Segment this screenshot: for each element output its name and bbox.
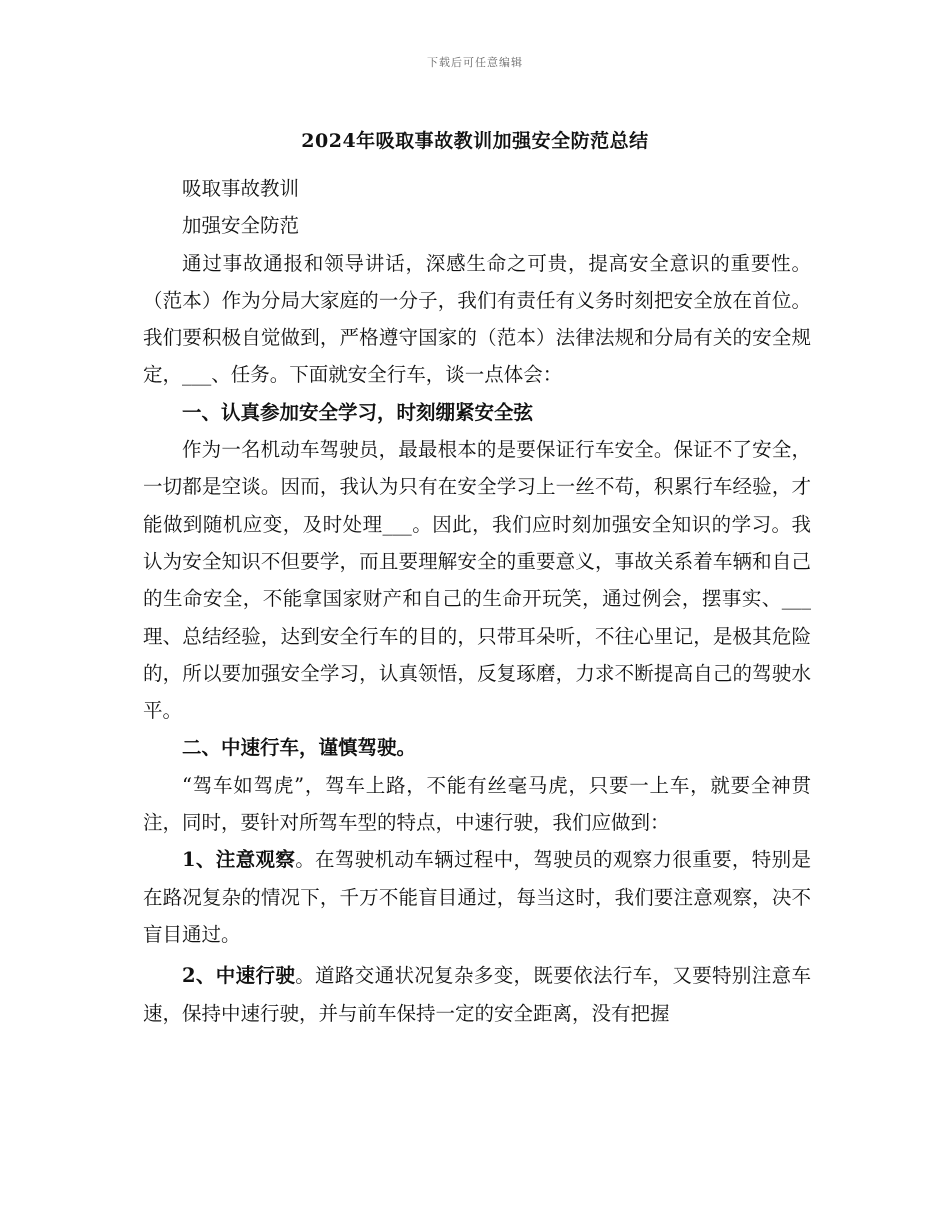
list-item-1 <box>143 841 811 953</box>
paragraph-1: 通过事故通报和领导讲话，深感生命之可贵，提高安全意识的重要性。（范本）作为分局大家庭的一分子，我们有责任有义务时刻把安全放在首位。我们要积极自觉做到，严格遵守国家的（范本）法律法规和分局有关的安全规定，___、任务。下面就安全行车，谈一点体会： <box>143 251 811 387</box>
list-item-1-text: 。在驾驶机动车辆过程中，驾驶员的观察力很重要，特别是在路况复杂的情况下，千万不能盲目通过，每当这时，我们要注意观察，决不盲目通过。 <box>143 848 811 946</box>
intro-line-1: 吸取事故教训 <box>182 177 300 200</box>
section-heading-1: 一、认真参加安全学习，时刻绷紧安全弦 <box>182 400 534 424</box>
list-item-2-text: 。道路交通状况复杂多变，既要依法行车，又要特别注意车速，保持中速行驶，并与前车保持一定的安全距离，没有把握 <box>143 964 811 1025</box>
document-body <box>143 170 811 1032</box>
list-item-2 <box>143 957 811 1032</box>
paragraph-3: “驾车如驾虎”，驾车上路，不能有丝毫马虎，只要一上车，就要全神贯注，同时，要针对所驾车型的特点，中速行驶，我们应做到： <box>143 773 811 835</box>
document-title: 2024年吸取事故教训加强安全防范总结 <box>301 130 649 152</box>
section-heading-2: 二、中速行车，谨慎驾驶。 <box>182 736 417 760</box>
list-item-2-lead: 2、中速行驶 <box>182 964 296 988</box>
intro-line-2: 加强安全防范 <box>182 214 300 238</box>
paragraph-2: 作为一名机动车驾驶员，最最根本的是要保证行车安全。保证不了安全，一切都是空谈。因而，我认为只有在安全学习上一丝不苟，积累行车经验，才能做到随机应变，及时处理___。因此，我们应时刻加强安全知识的学习。我认为安全知识不但要学，而且要理解安全的重要意义，事故关系着车辆和自己的生命安全，不能拿国家财产和自己的生命开玩笑，通过例会，摆事实、___理、总结经验，达到安全行车的目的，只带耳朵听，不往心里记，是极其危险的，所以要加强安全学习，认真领悟，反复琢磨，力求不断提高自己的驾驶水平。 <box>143 438 811 723</box>
header-note: 下载后可任意编辑 <box>427 56 523 69</box>
list-item-1-lead: 1、注意观察 <box>182 848 296 872</box>
